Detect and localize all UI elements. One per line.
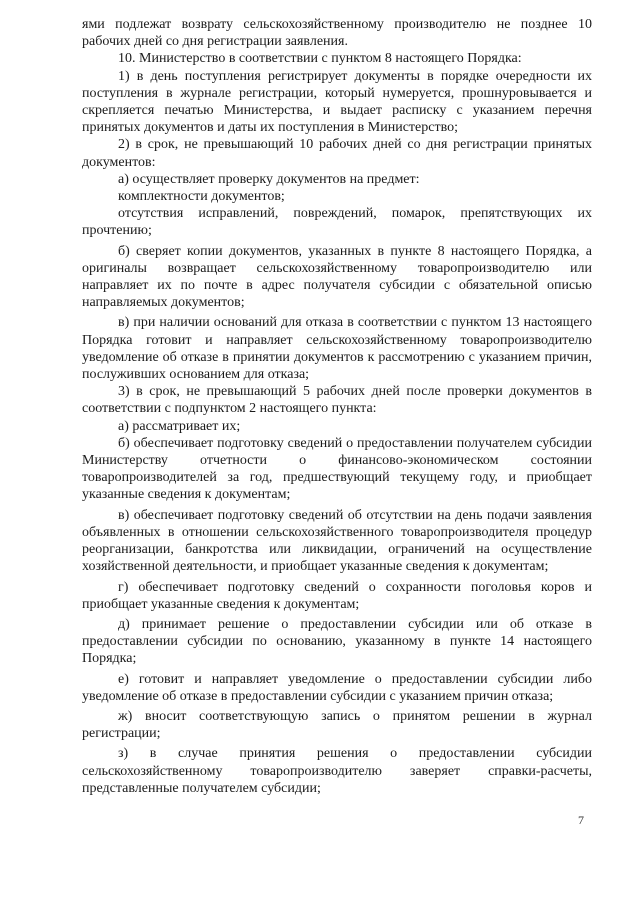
- paragraph-completeness: комплектности документов;: [118, 189, 285, 205]
- paragraph-item-a-review: а) рассматривает их;: [118, 418, 241, 434]
- paragraph-item-v: в) при наличии оснований для отказа в соответствии с пунктом 13 настоящего Порядка готовит и направляет сельскохозяйственному товаропроизводителю уведомление об отказе в принятии документов к рассмотрению с указанием причин, послуживших основанием для отказа;: [82, 315, 592, 383]
- paragraph-continuation: ями подлежат возврату сельскохозяйственному производителю не позднее 10 рабочих дней со дня регистрации заявления.: [82, 17, 592, 50]
- paragraph-item-g: г) обеспечивает подготовку сведений о сохранности поголовья коров и приобщает указанные сведения к документам;: [82, 579, 592, 612]
- paragraph-item-v-absence: в) обеспечивает подготовку сведений об отсутствии на день подачи заявления объявленных в отношении сельскохозяйственного товаропроизводителя процедур реорганизации, банкротства или ликвидации, ограничений на осуществление хозяйственной деятельности, и приобщает указанные сведения к документам;: [82, 507, 592, 575]
- paragraph-subclause-3: 3) в срок, не превышающий 5 рабочих дней после проверки документов в соответствии с подпунктом 2 настоящего пункта:: [82, 384, 592, 417]
- paragraph-subclause-2: 2) в срок, не превышающий 10 рабочих дней со дня регистрации принятых документов:: [82, 137, 592, 170]
- page-number: 7: [578, 813, 584, 827]
- paragraph-item-z: з) в случае принятия решения о предоставлении субсидии сельскохозяйственному товаропроизводителю заверяет справки-расчеты, представленные получателем субсидии;: [82, 746, 592, 796]
- paragraph-clause-10: 10. Министерство в соответствии с пунктом 8 настоящего Порядка:: [118, 51, 522, 67]
- document-body: [82, 16, 592, 797]
- paragraph-item-zh: ж) вносит соответствующую запись о принятом решении в журнал регистрации;: [82, 708, 592, 742]
- paragraph-item-b-reporting: б) обеспечивает подготовку сведений о предоставлении получателем субсидии Министерству отчетности о финансово-экономическом состоянии товаропроизводителей за год, предшествующий текущему году, и приобщает указанные сведения к документам;: [82, 435, 592, 503]
- paragraph-absence-of-corrections: отсутствия исправлений, повреждений, помарок, препятствующих их прочтению;: [82, 206, 592, 239]
- paragraph-subclause-1: 1) в день поступления регистрирует документы в порядке очередности их поступления в журнале регистрации, который нумеруется, прошнуровывается и скрепляется печатью Министерства, и выдает расписку с указанием перечня принятых документов и даты их поступления в Министерство;: [82, 68, 592, 136]
- paragraph-item-a: а) осуществляет проверку документов на предмет:: [118, 171, 420, 187]
- paragraph-item-e: е) готовит и направляет уведомление о предоставлении субсидии либо уведомление об отказе в предоставлении субсидии с указанием причин отказа;: [82, 671, 592, 704]
- paragraph-item-b: б) сверяет копии документов, указанных в пункте 8 настоящего Порядка, а оригиналы возвращает сельскохозяйственному товаропроизводителю или направляет их по почте в адрес получателя субсидии с обязательной описью направляемых документов;: [82, 243, 592, 311]
- paragraph-item-d: д) принимает решение о предоставлении субсидии или об отказе в предоставлении субсидии по основанию, указанному в пункте 14 настоящего Порядка;: [82, 616, 592, 667]
